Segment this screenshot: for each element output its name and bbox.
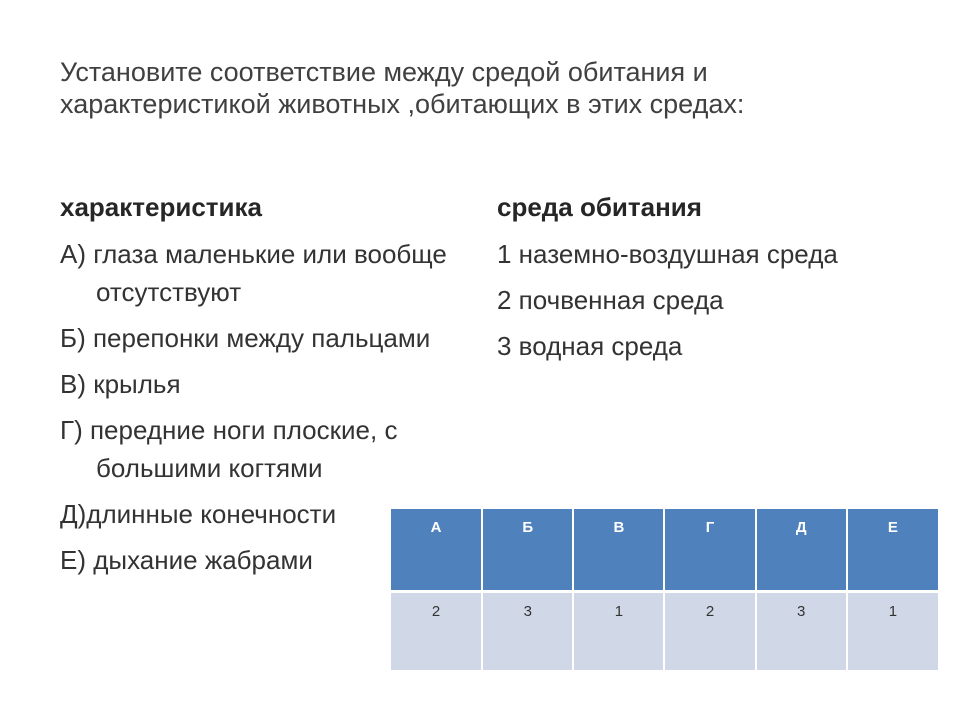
answer-value-cell: 2	[664, 592, 755, 671]
answer-value-cell: 2	[391, 592, 482, 671]
answer-table-header-row	[391, 509, 938, 592]
answer-table	[391, 509, 938, 670]
characteristic-item: Е) дыхание жабрами	[60, 545, 313, 575]
answer-value-cell: 3	[482, 592, 573, 671]
answer-header-cell: В	[573, 509, 664, 592]
characteristic-item: Б) перепонки между пальцами	[60, 323, 431, 353]
answer-value-cell: 3	[756, 592, 847, 671]
characteristics-heading: характеристика	[60, 192, 262, 222]
answer-value-cell: 1	[573, 592, 664, 671]
characteristic-item: А) глаза маленькие или вообще отсутствуют	[60, 239, 447, 307]
answer-value-cell: 1	[847, 592, 938, 671]
answer-header-cell: Г	[664, 509, 755, 592]
habitats-list	[497, 235, 917, 373]
habitats-heading: среда обитания	[497, 192, 702, 222]
answer-header-cell: Б	[482, 509, 573, 592]
characteristic-item: Г) передние ноги плоские, с большими когтями	[60, 415, 398, 483]
characteristic-item: В) крылья	[60, 369, 181, 399]
task-title: Установите соответствие между средой обитания и характеристикой животных ,обитающих в этих средах:	[60, 57, 745, 119]
habitat-item: 1 наземно-воздушная среда	[497, 239, 838, 269]
answer-header-cell: Д	[756, 509, 847, 592]
characteristic-item: Д)длинные конечности	[60, 499, 337, 529]
answer-table-row	[391, 592, 938, 671]
habitat-item: 2 почвенная среда	[497, 285, 724, 315]
answer-header-cell: Е	[847, 509, 938, 592]
habitat-item: 3 водная среда	[497, 331, 683, 361]
answer-header-cell: А	[391, 509, 482, 592]
